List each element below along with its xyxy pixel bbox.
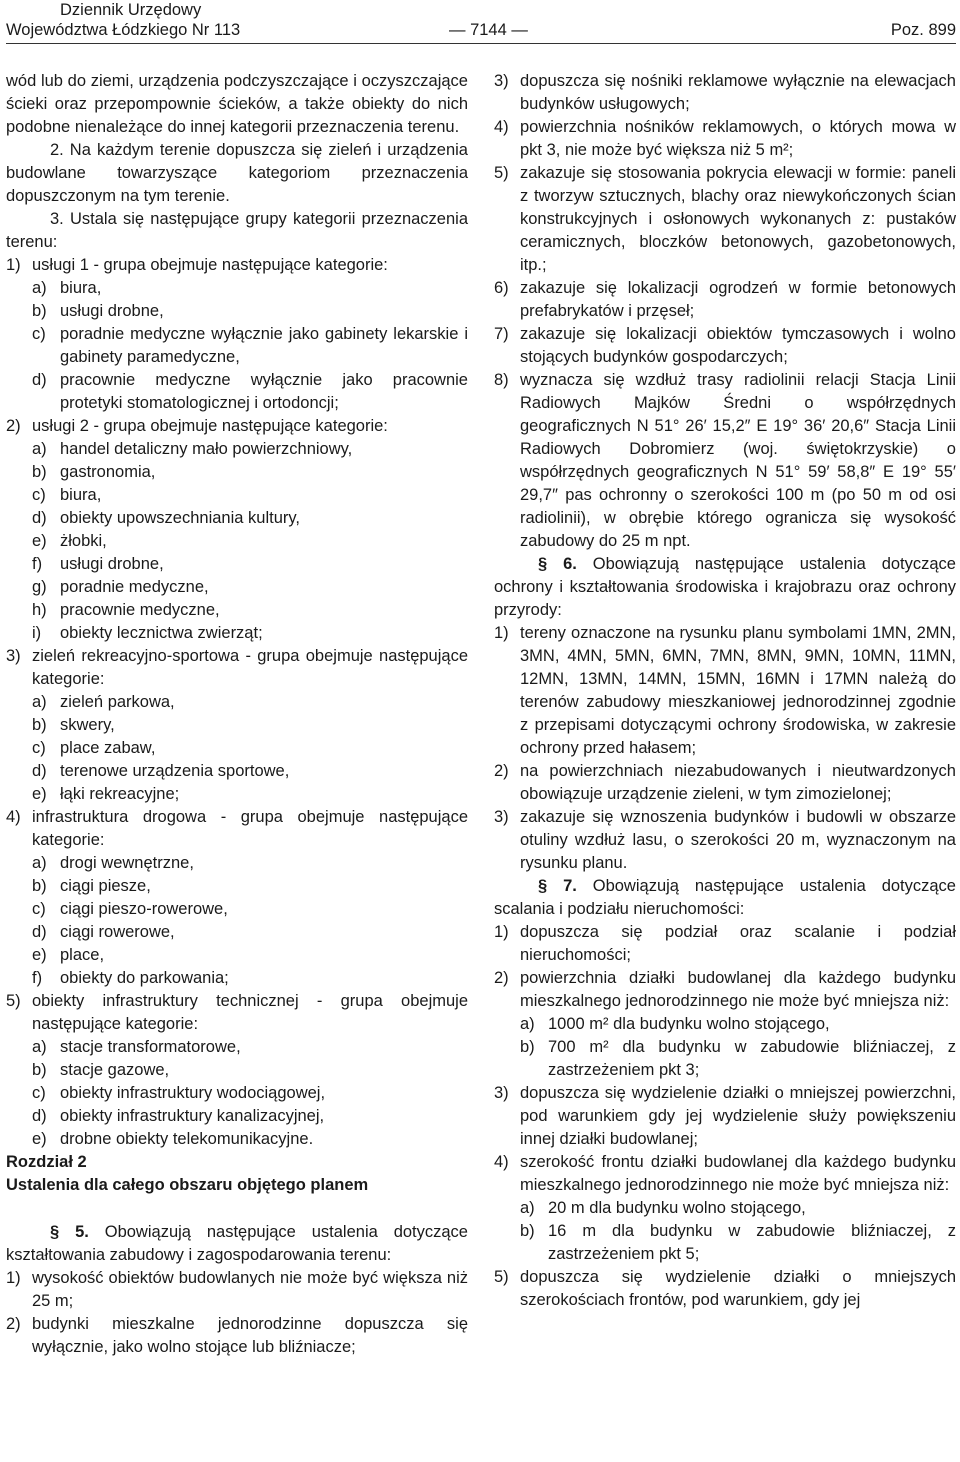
list-item-text: zakazuje się stosowania pokrycia elewacji w formie: paneli z tworzyw sztucznych, blachy oraz niewykończonych ścian konstrukcyjnych i osłonowych wykonanych z: pustaków ceramicznych, bloczków betonowych, gazobetonowych, itp.; [520,164,956,274]
list-item-text: łąki rekreacyjne; [60,785,180,803]
list-item-text: drogi wewnętrzne, [60,854,194,872]
journal-subtitle: Województwa Łódzkiego Nr 113 [6,21,241,39]
list-marker: a) [32,854,47,872]
list-item-text: drobne obiekty telekomunikacyjne. [60,1130,314,1148]
list-item-text: obiekty lecznictwa zwierząt; [60,624,263,642]
list-marker: 3) [494,808,509,826]
list-item [494,1082,956,1151]
list-marker: e) [32,785,47,803]
list-marker: d) [32,762,47,780]
list-item-text: pracownie medyczne, [60,601,220,619]
list-item-text: obiekty infrastruktury technicznej - grupa obejmuje następujące kategorie: [32,992,468,1033]
list-item [6,254,468,277]
section-5 [6,1221,468,1267]
chapter-title: Rozdział 2 [6,1153,87,1171]
list-marker: 5) [494,1268,509,1286]
list-item [494,277,956,323]
list-item-text: dopuszcza się nośniki reklamowe wyłącznie na elewacjach budynków usługowych; [520,72,956,113]
list-marker: a) [520,1199,535,1217]
list-marker: b) [32,302,47,320]
list-item-text: obiekty upowszechniania kultury, [60,509,300,527]
sub-list-item [6,1128,468,1151]
list-marker: 3) [494,72,509,90]
sub-list-item [6,300,468,323]
list-marker: 4) [494,118,509,136]
sub-list-item [6,530,468,553]
list-item-text: ciągi pieszo-rowerowe, [60,900,228,918]
list-item [6,1313,468,1359]
sub-list-item [6,714,468,737]
sub-list-item [6,852,468,875]
list-item-text: wysokość obiektów budowlanych nie może być większa niż 25 m; [32,1269,468,1310]
list-marker: c) [32,325,46,343]
sub-list-item [494,1036,956,1082]
list-item [6,990,468,1036]
list-marker: 4) [6,808,21,826]
list-item-text: 20 m dla budynku wolno stojącego, [548,1199,806,1217]
list-item [494,369,956,553]
page-header [6,0,956,44]
sub-list-item [6,1036,468,1059]
list-marker: d) [32,371,47,389]
section-7 [494,875,956,921]
sub-list-item [6,760,468,783]
list-marker: 1) [6,256,21,274]
list-item-text: dopuszcza się wydzielenie działki o mniejszych szerokościach frontów, pod warunkiem, gdy jej [520,1268,956,1309]
list-item-text: handel detaliczny mało powierzchniowy, [60,440,353,458]
list-item-text: infrastruktura drogowa - grupa obejmuje następujące kategorie: [32,808,468,849]
sub-list-item [6,599,468,622]
list-marker: b) [32,877,47,895]
sub-list-item [6,323,468,369]
list-marker: c) [32,739,46,757]
list-item-text: ciągi piesze, [60,877,151,895]
list-item-text: obiekty infrastruktury kanalizacyjnej, [60,1107,325,1125]
list-item [494,622,956,760]
section-6 [494,553,956,622]
list-marker: f) [32,969,43,987]
list-item-text: skwery, [60,716,115,734]
section-text: Obowiązują następujące ustalenia dotyczące ochrony i kształtowania środowiska i krajobrazu oraz ochrony przyrody: [494,555,956,619]
section-number: § 5. [50,1223,89,1241]
sub-list-item [6,553,468,576]
sub-list-item [6,967,468,990]
list-marker: 2) [6,417,21,435]
list-marker: 5) [494,164,509,182]
list-item [494,70,956,116]
page-number: — 7144 — [449,21,528,39]
list-item [6,806,468,852]
sub-list-item [6,461,468,484]
list-item-text: pracownie medyczne wyłącznie jako pracownie protetyki stomatologicznej i ortodoncji; [60,371,468,412]
list-marker: d) [32,923,47,941]
list-item [494,116,956,162]
list-marker: h) [32,601,47,619]
chapter-subtitle: Ustalenia dla całego obszaru objętego planem [6,1176,369,1194]
list-marker: a) [32,440,47,458]
list-item [494,967,956,1013]
list-item-text: stacje transformatorowe, [60,1038,241,1056]
list-item [494,760,956,806]
sub-list-item [6,921,468,944]
list-marker: 2) [494,762,509,780]
list-marker: 1) [494,923,509,941]
section-text: Obowiązują następujące ustalenia dotyczące scalania i podziału nieruchomości: [494,877,956,918]
section-text: Obowiązują następujące ustalenia dotyczące kształtowania zabudowy i zagospodarowania terenu: [6,1223,468,1264]
sub-list-item [6,1059,468,1082]
list-marker: f) [32,555,43,573]
paragraph-number: 3. [50,210,64,228]
list-item-text: zakazuje się lokalizacji obiektów tymczasowych i wolno stojących budynków gospodarczych; [520,325,956,366]
list-item-text: usługi drobne, [60,555,164,573]
list-item-text: stacje gazowe, [60,1061,170,1079]
sub-list-item [6,691,468,714]
right-column [494,70,956,1312]
list-item [6,415,468,438]
list-marker: 5) [6,992,21,1010]
header-divider [6,43,956,44]
sub-list-item [6,507,468,530]
list-item [494,162,956,277]
journal-title: Dziennik Urzędowy [60,1,202,19]
paragraph-3 [6,208,468,254]
list-item-text: usługi drobne, [60,302,164,320]
sub-list-item [6,1105,468,1128]
list-item-text: 700 m² dla budynku w zabudowie bliźniaczej, z zastrzeżeniem pkt 3; [548,1038,956,1079]
list-marker: g) [32,578,47,596]
list-marker: b) [32,1061,47,1079]
list-item-text: ciągi rowerowe, [60,923,175,941]
list-marker: b) [520,1038,535,1056]
list-item-text: usługi 2 - grupa obejmuje następujące kategorie: [32,417,388,435]
paragraph-text: Na każdym terenie dopuszcza się zieleń i urządzenia budowlane towarzyszące kategoriom przeznaczenia dopuszczonym na tym terenie. [6,141,468,205]
list-item-text: obiekty infrastruktury wodociągowej, [60,1084,326,1102]
list-item [6,1267,468,1313]
sub-list-item [6,783,468,806]
list-marker: a) [32,1038,47,1056]
list-item [494,1151,956,1197]
list-marker: 2) [494,969,509,987]
sub-list-item [6,944,468,967]
list-item-text: szerokość frontu działki budowlanej dla każdego budynku mieszkalnego jednorodzinnego nie może być mniejsza niż: [520,1153,956,1194]
list-item [494,806,956,875]
list-marker: d) [32,509,47,527]
list-item-text: biura, [60,486,102,504]
list-marker: a) [520,1015,535,1033]
list-marker: c) [32,900,46,918]
section-number: § 6. [538,555,577,573]
section-number: § 7. [538,877,577,895]
list-item-text: na powierzchniach niezabudowanych i nieutwardzonych obowiązuje urządzenie zieleni, w tym zimozielonej; [520,762,956,803]
list-marker: 8) [494,371,509,389]
list-marker: b) [32,716,47,734]
list-item-text: obiekty do parkowania; [60,969,229,987]
list-item-text: poradnie medyczne, [60,578,209,596]
list-marker: 1) [494,624,509,642]
paragraph-text: Ustala się następujące grupy kategorii przeznaczenia terenu: [6,210,468,251]
list-item-text: powierzchnia nośników reklamowych, o których mowa w pkt 3, nie może być większa niż 5 m²; [520,118,956,159]
list-marker: b) [520,1222,535,1240]
list-item-text: gastronomia, [60,463,156,481]
paragraph-number: 2. [50,141,64,159]
list-item-text: żłobki, [60,532,107,550]
paragraph-continued: wód lub do ziemi, urządzenia podczyszczające i oczyszczające ścieki oraz przepompownie ścieków, a także obiekty do nich podobne nienależące do innej kategorii przeznaczenia terenu. [6,72,468,136]
sub-list-item [6,369,468,415]
list-item-text: zakazuje się lokalizacji ogrodzeń w formie betonowych prefabrykatów i przęseł; [520,279,956,320]
list-marker: a) [32,279,47,297]
list-item [6,645,468,691]
sub-list-item [6,1082,468,1105]
sub-list-item [6,277,468,300]
list-marker: 1) [6,1269,21,1287]
list-marker: c) [32,1084,46,1102]
list-marker: e) [32,532,47,550]
list-marker: 6) [494,279,509,297]
list-item-text: dopuszcza się wydzielenie działki o mniejszej powierzchni, pod warunkiem gdy jej wydzielenie służy powiększeniu innej działki budowlanej; [520,1084,956,1148]
list-marker: c) [32,486,46,504]
list-item-text: zieleń rekreacyjno-sportowa - grupa obejmuje następujące kategorie: [32,647,468,688]
list-marker: d) [32,1107,47,1125]
list-item-text: tereny oznaczone na rysunku planu symbolami 1MN, 2MN, 3MN, 4MN, 5MN, 6MN, 7MN, 8MN, 9MN, 10MN, 11MN, 12MN, 13MN, 14MN, 15MN, 16MN i 17MN należą do terenów zabudowy mieszkaniowej jednorodzinnej zgodnie z przepisami dotyczącymi ochrony środowiska, w zakresie ochrony przed hałasem; [520,624,956,757]
list-item-text: zakazuje się wznoszenia budynków i budowli w obszarze otuliny wzdłuż lasu, o szerokości 20 m, wyznaczonym na rysunku planu. [520,808,956,872]
left-column [6,70,468,1359]
list-item-text: zieleń parkowa, [60,693,175,711]
list-marker: e) [32,1130,47,1148]
list-item-text: place, [60,946,105,964]
sub-list-item [6,875,468,898]
list-item-text: 1000 m² dla budynku wolno stojącego, [548,1015,830,1033]
list-item-text: terenowe urządzenia sportowe, [60,762,290,780]
sub-list-item [6,898,468,921]
list-item-text: budynki mieszkalne jednorodzinne dopuszcza się wyłącznie, jako wolno stojące lub bliźniacze; [32,1315,468,1356]
sub-list-item [494,1220,956,1266]
list-item-text: wyznacza się wzdłuż trasy radiolinii relacji Stacja Linii Radiowych Majków Średni o współrzędnych geograficznych N 51° 26′ 15,2″ E 19° 36′ 20,6″ Stacja Linii Radiowych Dobromierz (woj. świętokrzyskie) o współrzędnych geograficznych N 51° 59′ 58,8″ E 19° 55′ 29,7″ pas ochronny o szerokości 100 m (po 50 m od osi radiolinii), w obrębie którego ogranicza się wysokość zabudowy do 25 m npt. [520,371,956,550]
list-marker: 3) [494,1084,509,1102]
list-marker: b) [32,463,47,481]
list-marker: 4) [494,1153,509,1171]
sub-list-item [494,1013,956,1036]
list-item [494,323,956,369]
list-item [494,1266,956,1312]
list-marker: 7) [494,325,509,343]
position-number: Poz. 899 [890,21,956,39]
list-item-text: 16 m dla budynku w zabudowie bliźniaczej, z zastrzeżeniem pkt 5; [548,1222,956,1263]
paragraph-2 [6,139,468,208]
sub-list-item [6,622,468,645]
list-item-text: biura, [60,279,102,297]
list-item-text: powierzchnia działki budowlanej dla każdego budynku mieszkalnego jednorodzinnego nie może być mniejsza niż: [520,969,956,1010]
list-marker: 2) [6,1315,21,1333]
sub-list-item [494,1197,956,1220]
sub-list-item [6,484,468,507]
spacer [6,1197,468,1221]
list-item [494,921,956,967]
list-marker: a) [32,693,47,711]
list-marker: i) [32,624,42,642]
sub-list-item [6,737,468,760]
list-item-text: usługi 1 - grupa obejmuje następujące kategorie: [32,256,388,274]
list-item-text: place zabaw, [60,739,156,757]
sub-list-item [6,438,468,461]
list-marker: e) [32,946,47,964]
sub-list-item [6,576,468,599]
list-marker: 3) [6,647,21,665]
list-item-text: poradnie medyczne wyłącznie jako gabinety lekarskie i gabinety paramedyczne, [60,325,468,366]
list-item-text: dopuszcza się podział oraz scalanie i podział nieruchomości; [520,923,956,964]
